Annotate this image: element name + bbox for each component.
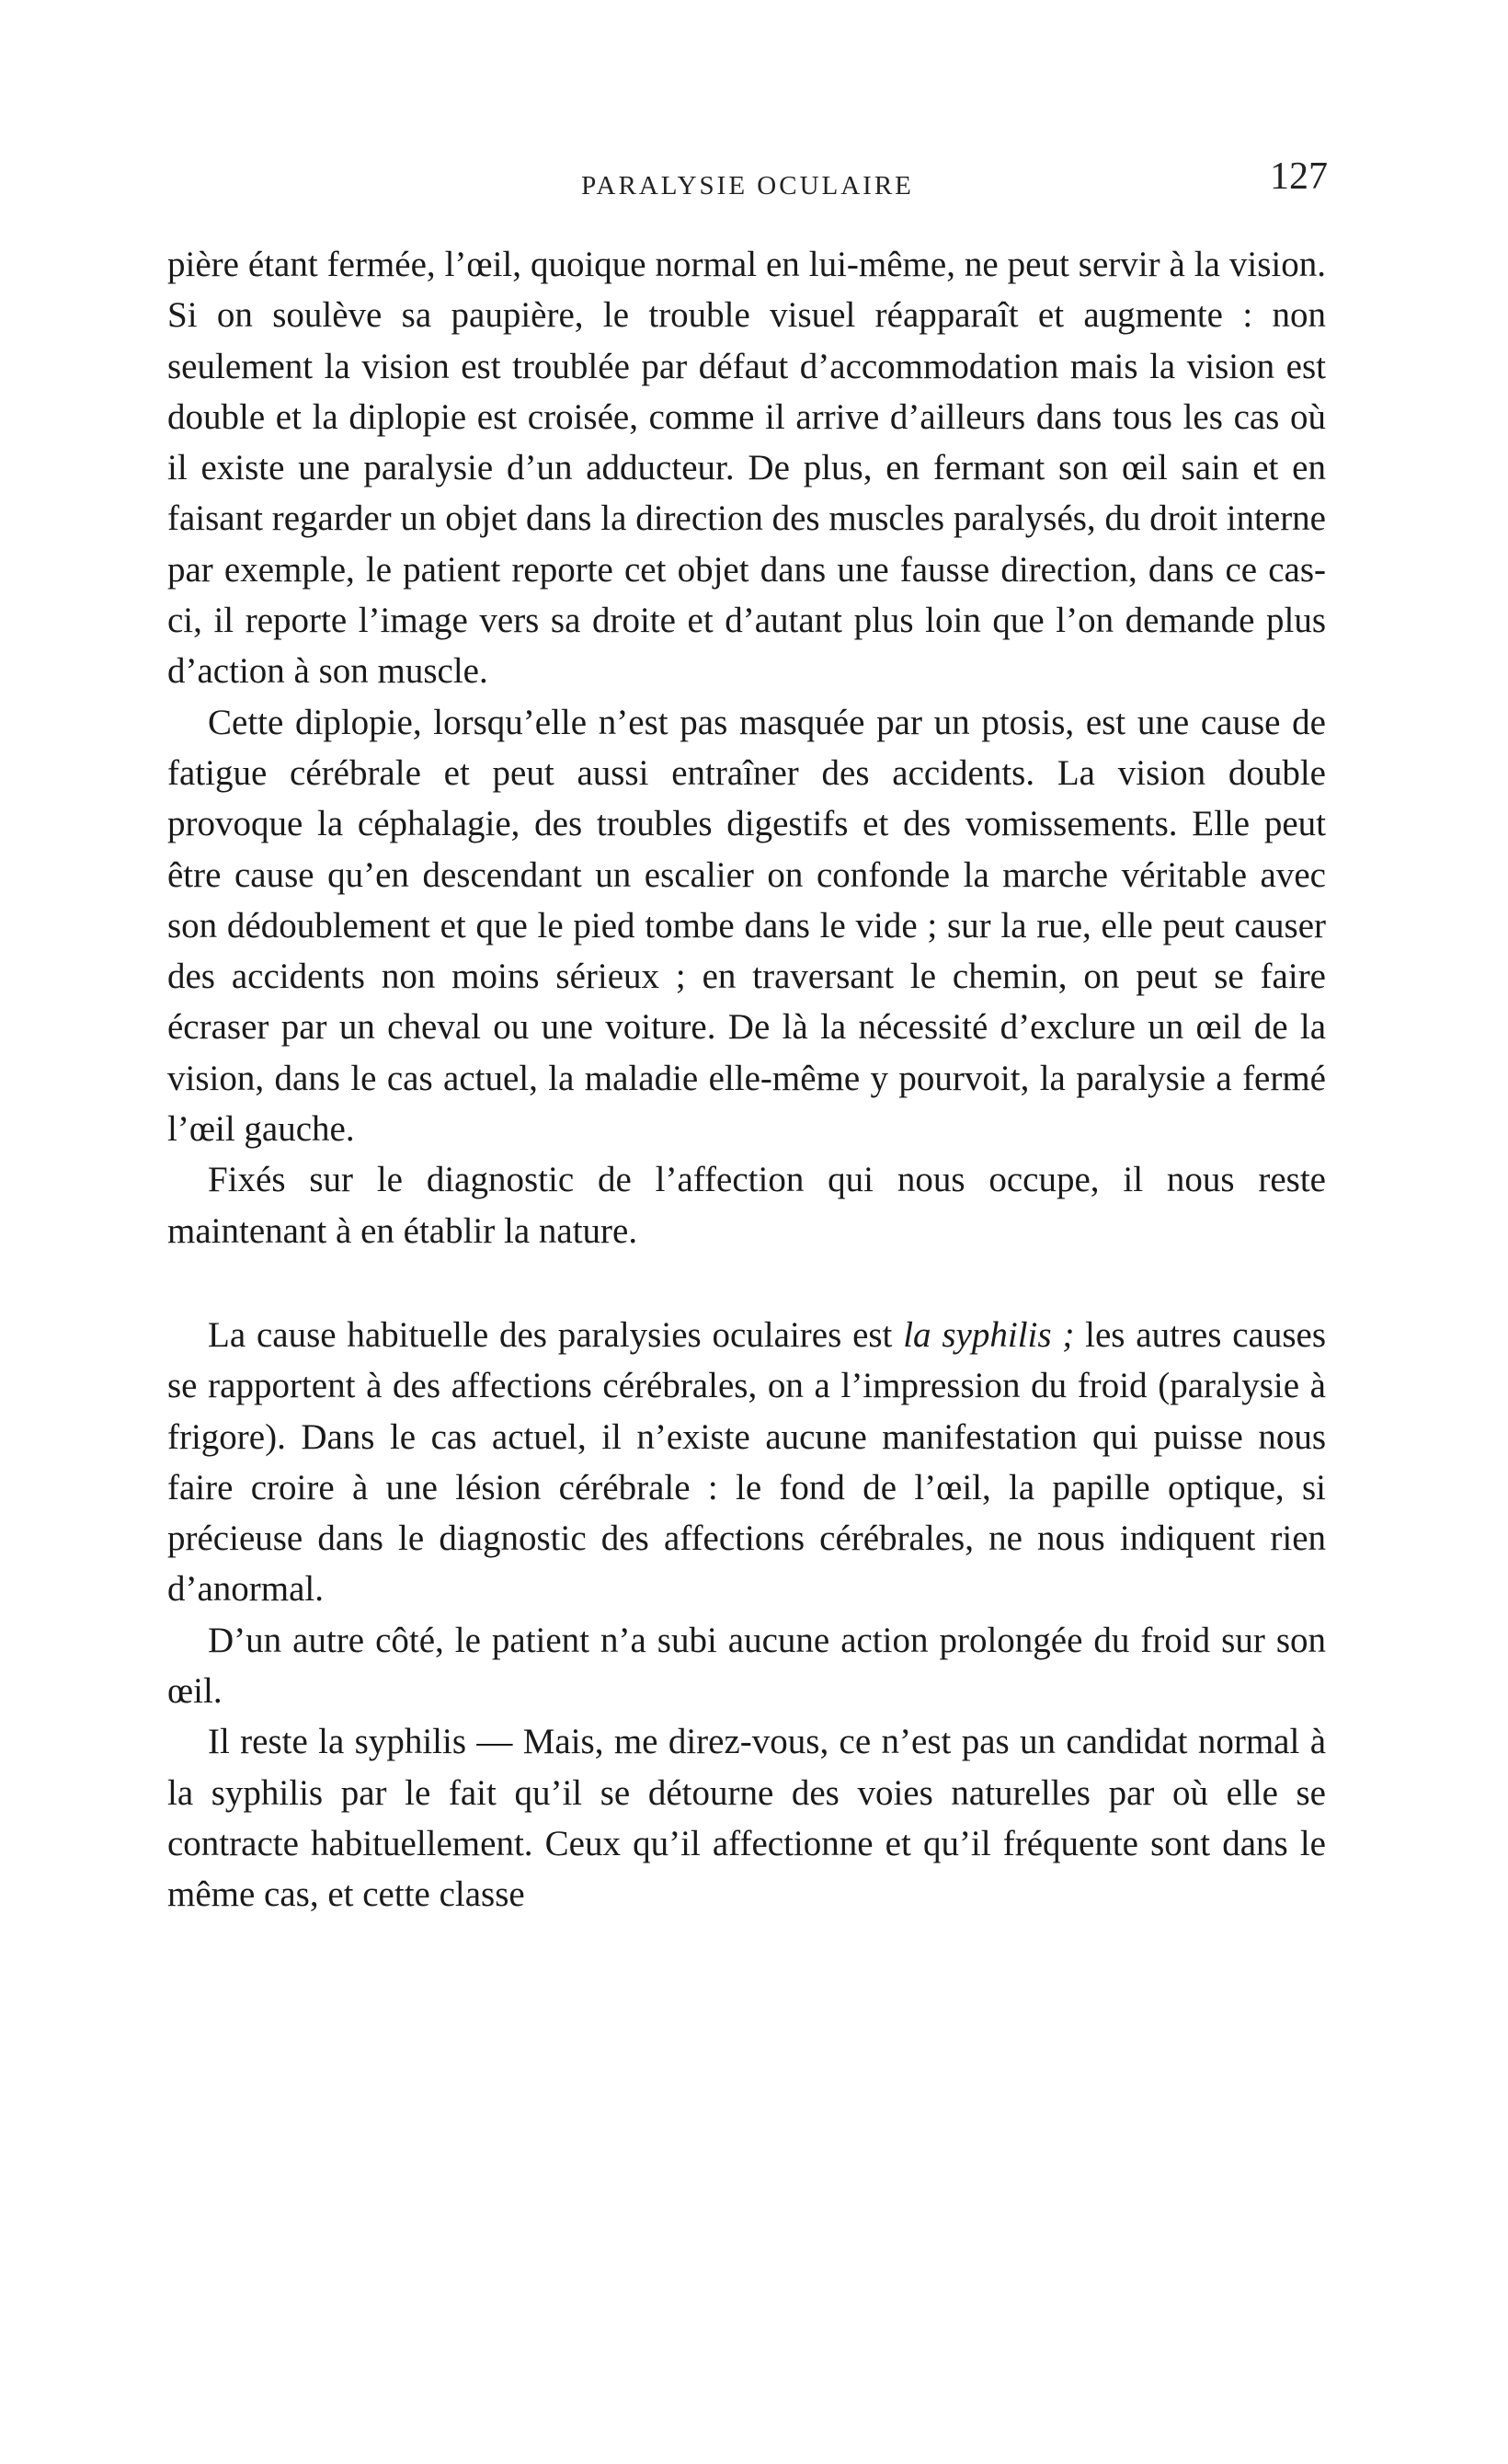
running-header: [167, 155, 1328, 210]
page-number: 127: [1270, 155, 1328, 198]
cause-emphasis: la syphilis ;: [903, 1314, 1075, 1355]
paragraph-cold: D’un autre côté, le patient n’a subi aucune action prolongée du froid sur son œil.: [167, 1620, 1326, 1712]
cause-text-after: les autres causes se rapportent à des affections cérébrales, on a l’impression du froid (paralysie à frigore). Dans le cas actuel, il n’existe aucune manifestation qui puisse nous faire croire à une lésion cérébrale : le fond de l’œil, la papille optique, si précieuse dans le diagnostic des affections cérébrales, ne nous indiquent rien d’anormal.: [167, 1314, 1327, 1610]
body-text: [167, 239, 1326, 1920]
paragraph-diagnosis: Fixés sur le diagnostic de l’affection qui nous occupe, il nous reste maintenant à en établir la nature.: [167, 1160, 1326, 1251]
paragraph-syphilis: Il reste la syphilis — Mais, me direz-vous, ce n’est pas un candidat normal à la syphilis par le fait qu’il se détourne des voies naturelles par où elle se contracte habituellement. Ceux qu’il affectionne et qu’il fréquente sont dans le même cas, et cette classe: [167, 1722, 1326, 1915]
paragraph-cause: [167, 1310, 1326, 1615]
cause-text-before: La cause habituelle des paralysies oculaires est: [208, 1314, 904, 1355]
paragraph-diplopia: Cette diplopie, lorsqu’elle n’est pas masquée par un ptosis, est une cause de fatigue cérébrale et peut aussi entraîner des accidents. La vision double provoque la céphalagie, des troubles digestifs et des vomissements. Elle peut être cause qu’en descendant un escalier on confonde la marche véritable avec son dédoublement et que le pied tombe dans le vide ; sur la rue, elle peut causer des accidents non moins sérieux ; en traversant le chemin, on peut se faire écraser par un cheval ou une voiture. De là la nécessité d’exclure un œil de la vision, dans le cas actuel, la maladie elle-même y pourvoit, la paralysie a fermé l’œil gauche.: [167, 702, 1326, 1150]
running-title: PARALYSIE OCULAIRE: [581, 171, 914, 201]
paragraph-continuation: pière étant fermée, l’œil, quoique normal en lui-même, ne peut servir à la vision. Si on soulève sa paupière, le trouble visuel réapparaît et augmente : non seulement la vision est troublée par défaut d’accommodation mais la vision est double et la diplopie est croisée, comme il arrive d’ailleurs dans tous les cas où il existe une paralysie d’un adducteur. De plus, en fermant son œil sain et en faisant regarder un objet dans la direction des muscles paralysés, du droit interne par exemple, le patient reporte cet objet dans une fausse direction, dans ce cas-ci, il reporte l’image vers sa droite et d’autant plus loin que l’on demande plus d’action à son muscle.: [167, 245, 1326, 692]
